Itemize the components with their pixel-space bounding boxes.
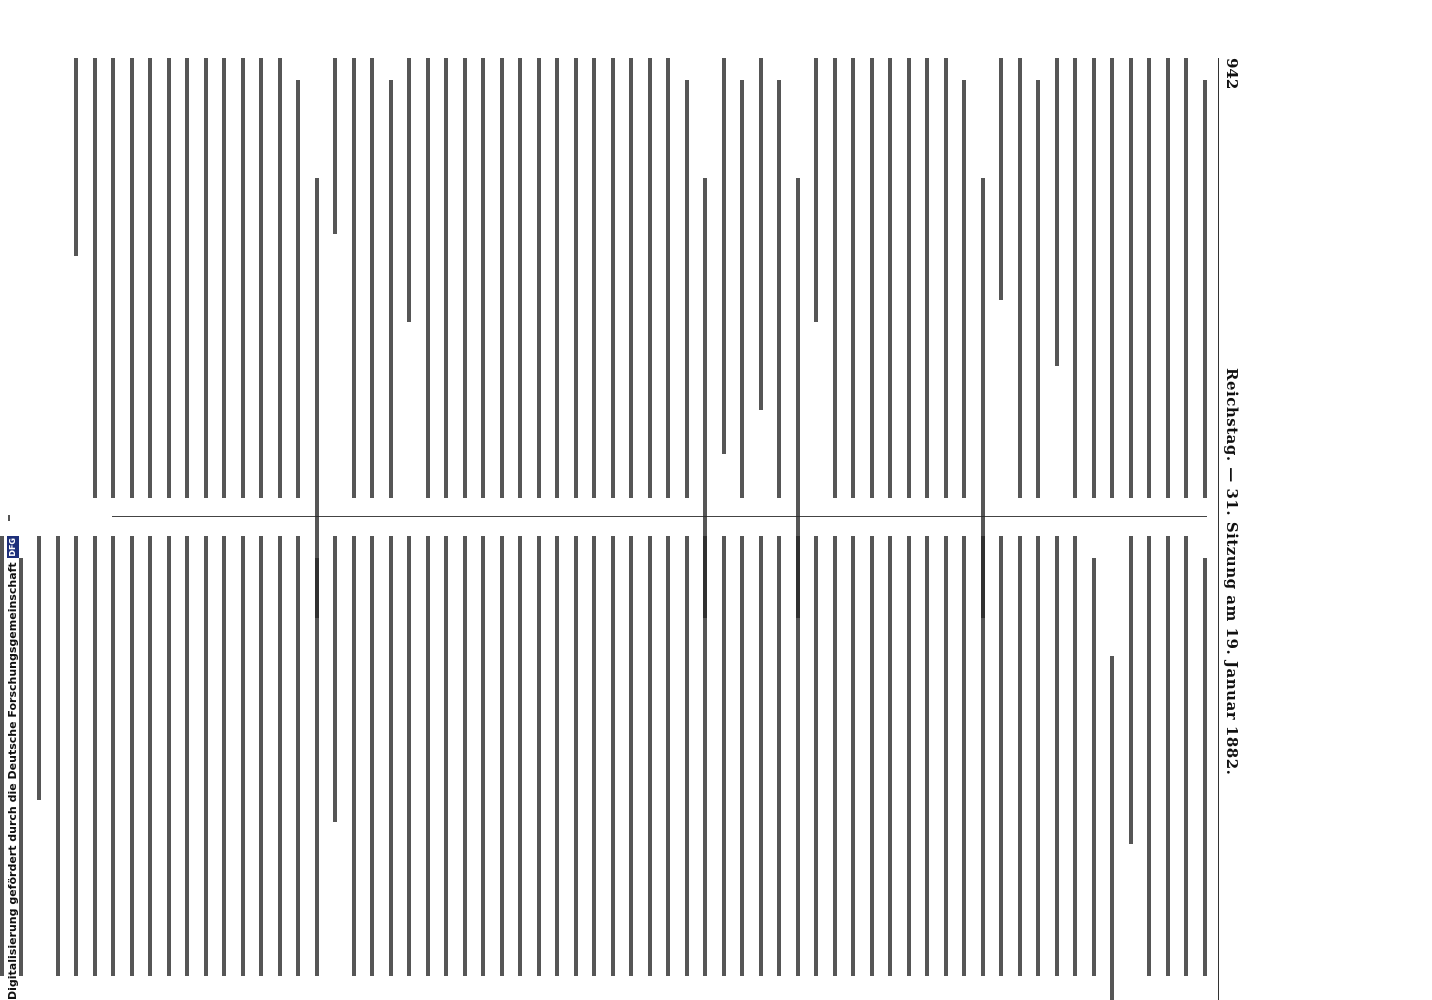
text-line <box>648 536 652 976</box>
text-line <box>408 536 412 976</box>
text-line <box>223 536 227 976</box>
text-line <box>482 536 486 976</box>
text-line <box>352 58 356 498</box>
text-line <box>519 536 523 976</box>
text-line <box>334 536 338 822</box>
text-line <box>1203 80 1207 498</box>
text-line <box>722 58 726 454</box>
text-line <box>1018 58 1022 498</box>
text-line <box>630 536 634 976</box>
text-line <box>112 58 116 498</box>
text-line <box>759 536 763 976</box>
text-line <box>408 58 412 322</box>
text-line <box>1092 58 1096 498</box>
text-line <box>1148 536 1152 976</box>
text-line <box>445 536 449 976</box>
text-line <box>352 536 356 976</box>
text-line <box>130 58 134 498</box>
text-line <box>889 536 893 976</box>
text-line <box>334 58 338 234</box>
text-line <box>556 58 560 498</box>
text-line <box>1185 536 1189 976</box>
text-line <box>741 80 745 498</box>
text-line <box>815 58 819 322</box>
rotated-page <box>100 58 1245 1000</box>
text-column-right <box>112 536 1207 976</box>
text-line <box>1129 536 1133 844</box>
credit-text: Digitalisierung gefördert durch die Deutsche Forschungsgemeinschaft <box>6 562 19 1000</box>
text-line <box>1074 58 1078 498</box>
text-line <box>685 536 689 976</box>
text-line <box>389 80 393 498</box>
text-line <box>204 58 208 498</box>
text-line <box>1166 58 1170 498</box>
text-line <box>1074 536 1078 976</box>
text-line <box>574 536 578 976</box>
text-line <box>149 58 153 498</box>
text-line <box>38 536 42 800</box>
text-line <box>1 536 5 976</box>
text-line <box>315 558 319 976</box>
text-line <box>1111 656 1115 1000</box>
text-line <box>926 536 930 976</box>
text-line <box>371 536 375 976</box>
text-line <box>963 80 967 498</box>
text-line <box>1055 536 1059 976</box>
text-line <box>1111 58 1115 498</box>
text-line <box>241 58 245 498</box>
text-line <box>593 58 597 498</box>
text-line <box>75 58 79 256</box>
text-line <box>926 58 930 498</box>
text-line <box>1055 58 1059 366</box>
text-line <box>1000 58 1004 300</box>
text-line <box>833 536 837 976</box>
text-line <box>371 58 375 498</box>
gutter-mark <box>8 515 10 521</box>
text-line <box>426 58 430 498</box>
text-line <box>56 536 60 976</box>
text-line <box>704 536 708 976</box>
text-line <box>1185 58 1189 498</box>
text-column-left <box>112 58 1207 498</box>
text-line <box>241 536 245 976</box>
text-line <box>519 58 523 498</box>
text-line <box>778 80 782 498</box>
running-head-title: Reichstag. — 31. Sitzung am 19. Januar 1882. <box>1223 368 1241 776</box>
text-line <box>870 58 874 498</box>
text-line <box>1148 58 1152 498</box>
text-line <box>149 536 153 976</box>
text-line <box>297 536 301 976</box>
text-line <box>815 536 819 976</box>
text-line <box>778 536 782 976</box>
text-line <box>648 58 652 498</box>
page-number: 942 <box>1223 58 1241 90</box>
text-line <box>223 58 227 498</box>
text-line <box>445 58 449 498</box>
text-line <box>796 536 800 976</box>
dfg-logo: DFG <box>8 538 17 557</box>
text-line <box>630 58 634 498</box>
text-line <box>19 558 23 976</box>
text-line <box>1037 80 1041 498</box>
text-line <box>463 58 467 498</box>
text-line <box>907 58 911 498</box>
text-line <box>482 58 486 498</box>
text-line <box>260 58 264 498</box>
text-line <box>611 536 615 976</box>
text-line <box>667 58 671 498</box>
text-line <box>93 58 97 498</box>
text-line <box>963 536 967 976</box>
text-line <box>1000 536 1004 976</box>
column-divider <box>112 516 1207 517</box>
digitisation-credit <box>6 536 19 1000</box>
text-line <box>685 80 689 498</box>
text-line <box>278 58 282 498</box>
text-line <box>593 536 597 976</box>
text-line <box>204 536 208 976</box>
text-line <box>741 536 745 976</box>
running-head <box>1218 58 1245 1000</box>
text-line <box>1129 58 1133 498</box>
text-line <box>389 536 393 976</box>
text-line <box>722 536 726 976</box>
text-line <box>1203 558 1207 976</box>
text-line <box>260 536 264 976</box>
text-line <box>852 536 856 976</box>
text-line <box>537 58 541 498</box>
text-line <box>1018 536 1022 976</box>
text-line <box>167 536 171 976</box>
text-line <box>907 536 911 976</box>
text-line <box>667 536 671 976</box>
text-line <box>75 536 79 976</box>
text-line <box>944 58 948 498</box>
text-line <box>186 58 190 498</box>
text-line <box>833 58 837 498</box>
text-line <box>981 536 985 976</box>
text-line <box>186 536 190 976</box>
text-line <box>130 536 134 976</box>
text-line <box>759 58 763 410</box>
text-line <box>611 58 615 498</box>
text-line <box>1092 558 1096 976</box>
text-line <box>278 536 282 976</box>
text-line <box>944 536 948 976</box>
text-line <box>426 536 430 976</box>
text-line <box>112 536 116 976</box>
text-line <box>556 536 560 976</box>
text-line <box>870 536 874 976</box>
text-line <box>500 58 504 498</box>
text-line <box>852 58 856 498</box>
text-line <box>297 80 301 498</box>
text-line <box>500 536 504 976</box>
text-line <box>1037 536 1041 976</box>
text-line <box>1166 536 1170 976</box>
text-line <box>537 536 541 976</box>
text-line <box>167 58 171 498</box>
text-line <box>463 536 467 976</box>
text-line <box>889 58 893 498</box>
text-line <box>574 58 578 498</box>
text-line <box>93 536 97 976</box>
